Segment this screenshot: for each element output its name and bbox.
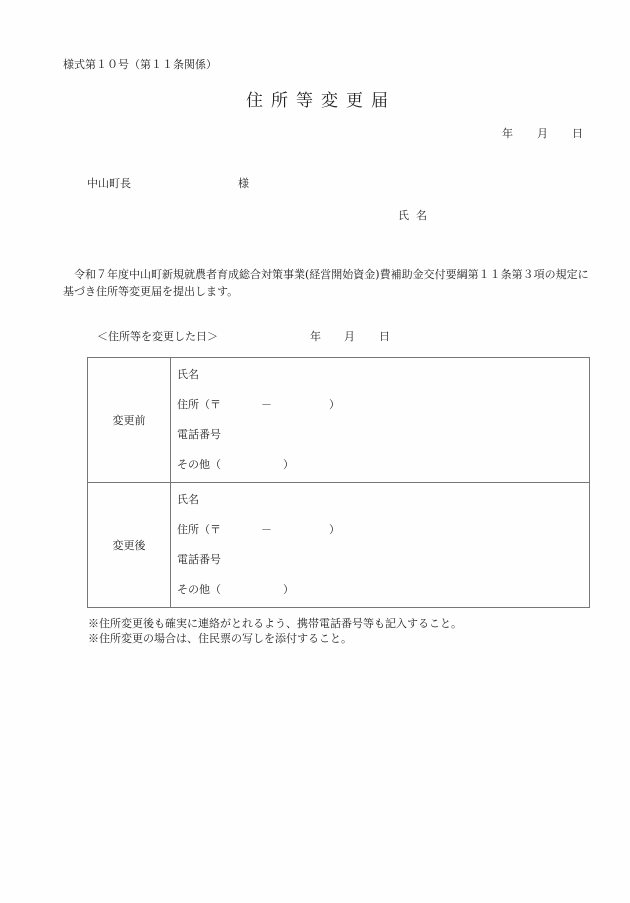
document-title: 住所等変更届 xyxy=(246,91,396,111)
field-address[interactable]: 住所（〒 － ） xyxy=(177,398,340,411)
field-phone[interactable]: 電話番号 xyxy=(177,553,221,566)
form-number: 様式第１０号（第１１条関係） xyxy=(63,58,217,71)
addressee-name: 中山町長 xyxy=(87,177,131,190)
date-month-label: 月 xyxy=(537,127,548,140)
fields-cell xyxy=(171,483,590,608)
table-row-before xyxy=(88,358,590,483)
addressee-honorific: 様 xyxy=(238,177,249,190)
change-date-day: 日 xyxy=(379,330,390,343)
field-address[interactable]: 住所（〒 － ） xyxy=(177,523,340,536)
change-date-label: ＜住所等を変更した日＞ xyxy=(97,330,218,343)
date-day-label: 日 xyxy=(572,127,583,140)
note-item: ※住所変更後も確実に連絡がとれるよう、携帯電話番号等も記入すること。 xyxy=(88,617,462,630)
body-paragraph: 令和７年度中山町新規就農者育成総合対策事業(経営開始資金)費補助金交付要綱第１１条第３項の規定に基づき住所等変更届を提出します。 xyxy=(63,268,589,298)
row-heading: 変更後 xyxy=(88,483,171,608)
change-date-month: 月 xyxy=(344,330,355,343)
field-other[interactable]: その他（ ） xyxy=(177,583,294,596)
change-table xyxy=(87,357,590,608)
field-name[interactable]: 氏名 xyxy=(177,493,199,506)
field-other[interactable]: その他（ ） xyxy=(177,458,294,471)
row-heading: 変更前 xyxy=(88,358,171,483)
field-name[interactable]: 氏名 xyxy=(177,368,199,381)
body-text xyxy=(63,266,593,300)
note-item: ※住所変更の場合は、住民票の写しを添付すること。 xyxy=(88,632,352,645)
date-year-label: 年 xyxy=(502,127,513,140)
change-date-year: 年 xyxy=(310,330,321,343)
table-row-after xyxy=(88,483,590,608)
notes xyxy=(88,616,462,646)
field-phone[interactable]: 電話番号 xyxy=(177,428,221,441)
applicant-name-label: 氏名 xyxy=(398,209,434,222)
fields-cell xyxy=(171,358,590,483)
